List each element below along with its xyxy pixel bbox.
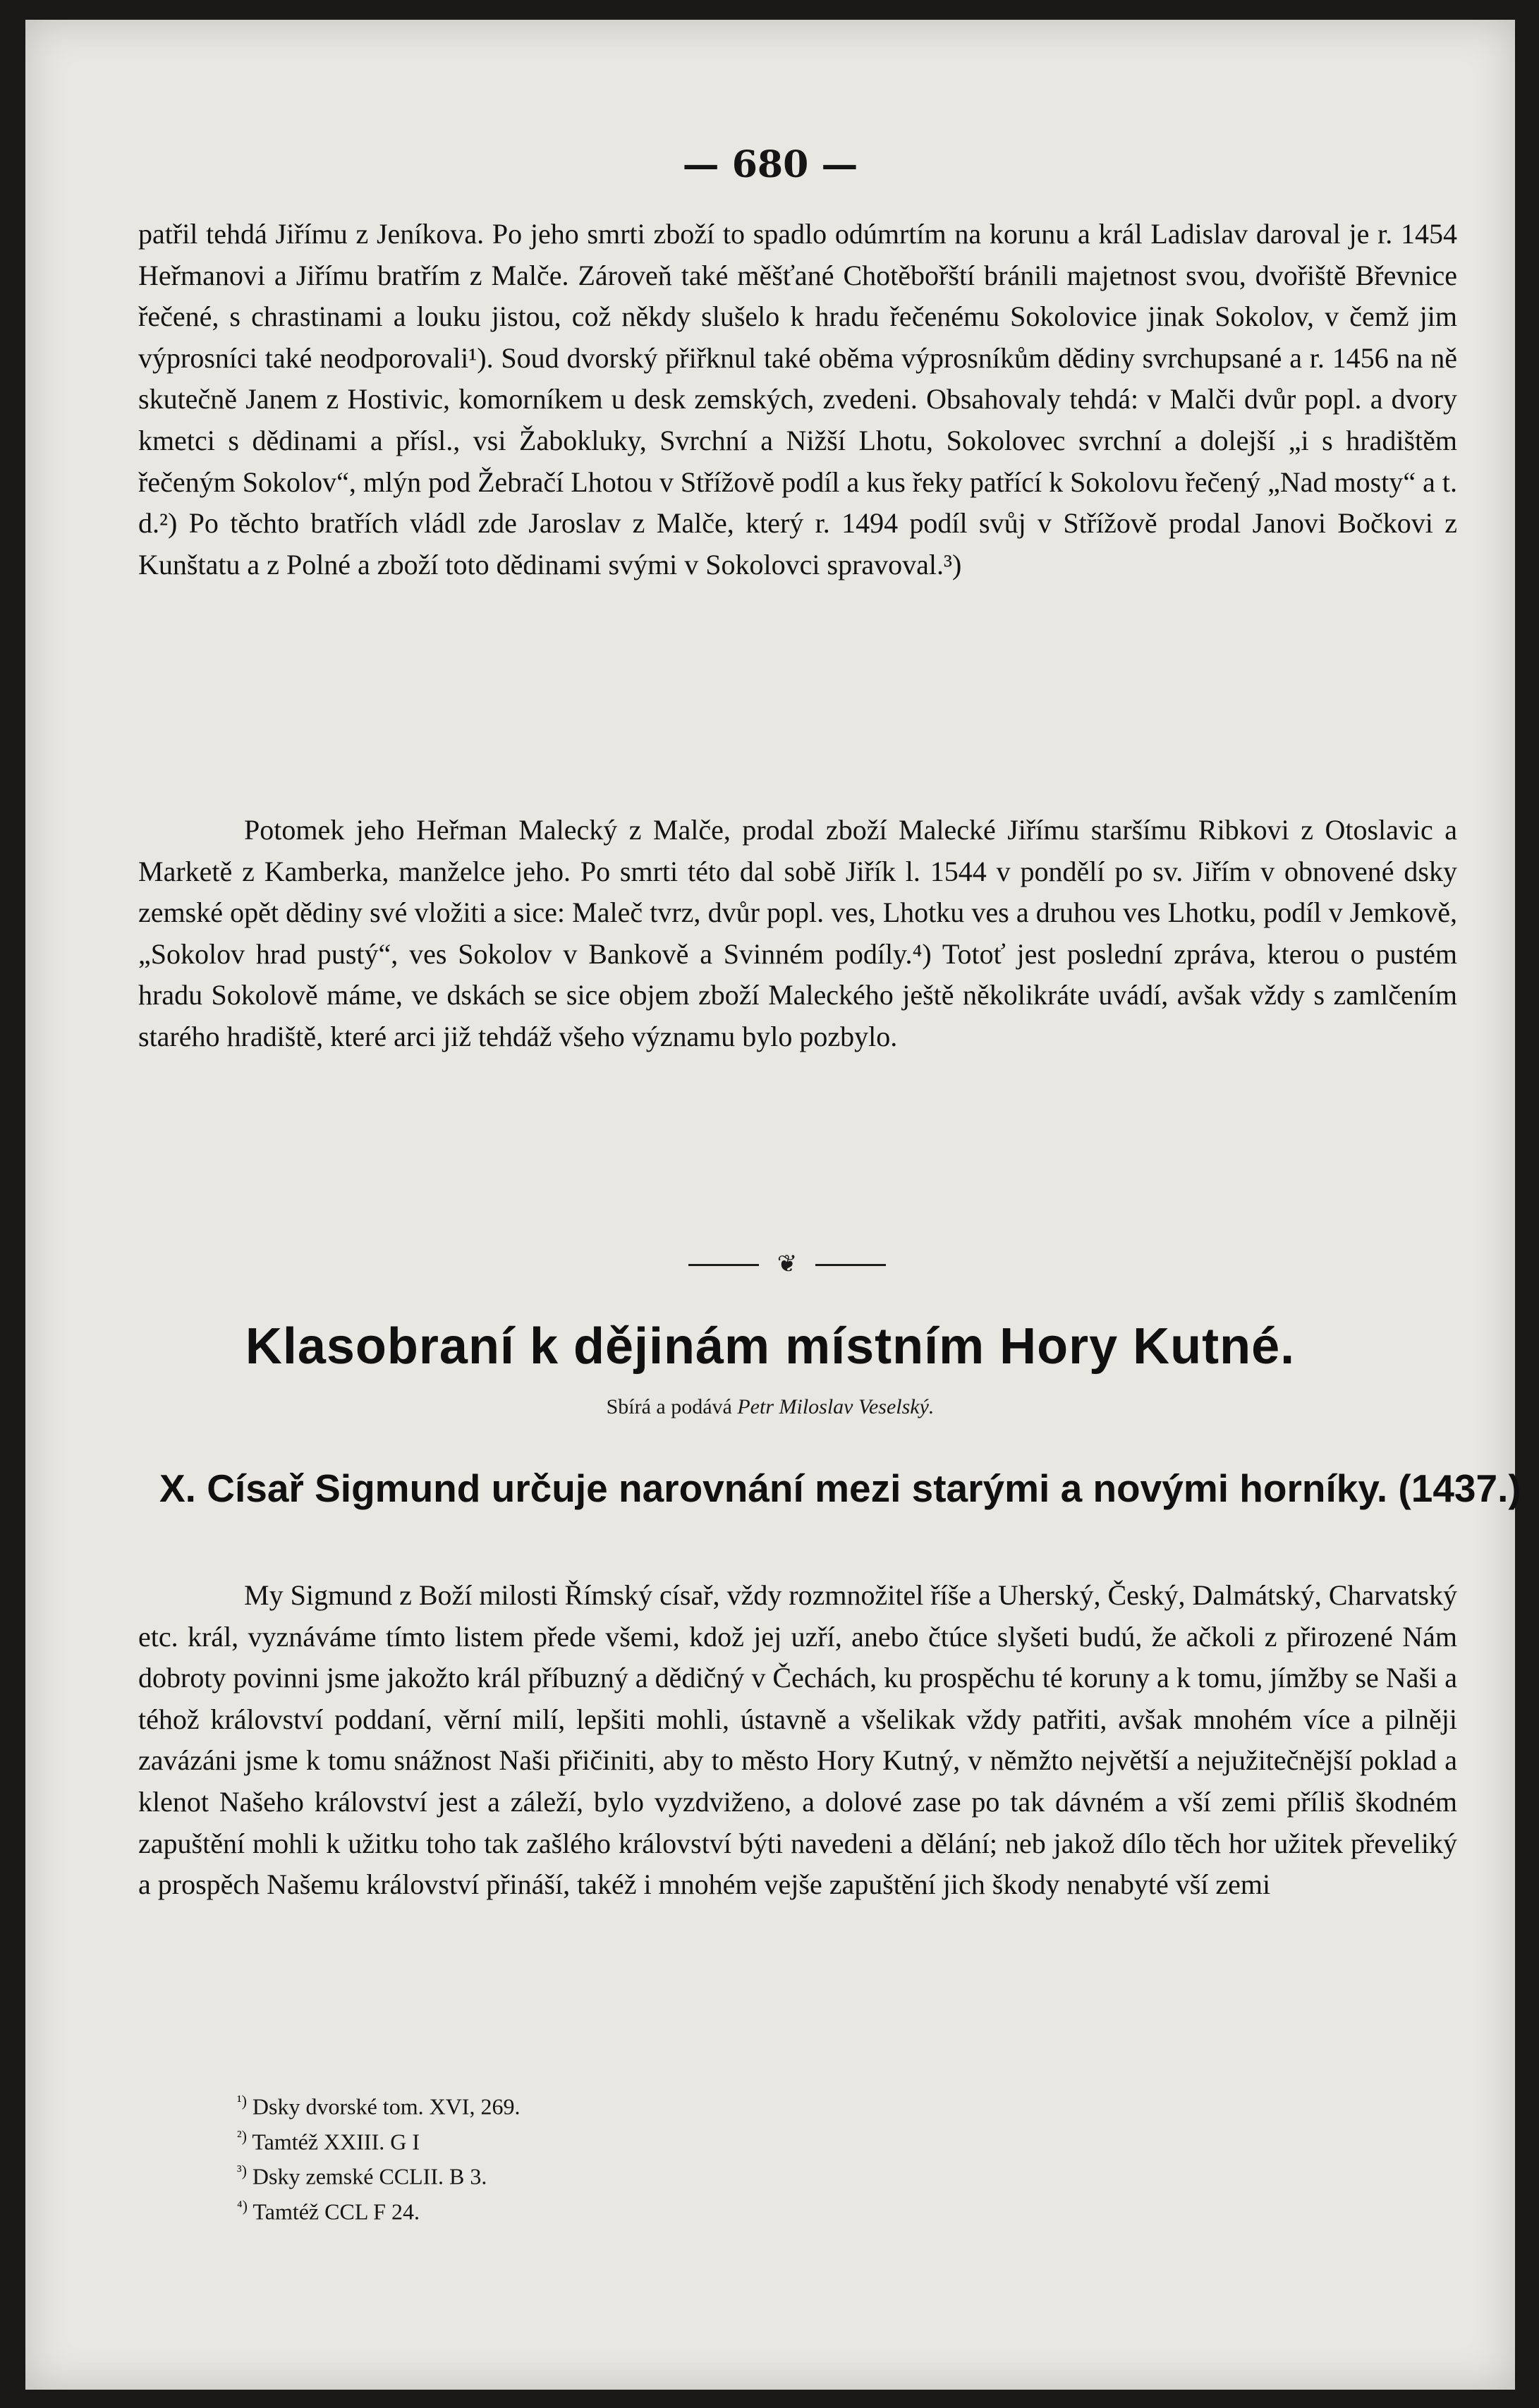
byline bbox=[25, 1395, 1515, 1419]
byline-author: Petr Miloslav Veselský. bbox=[737, 1395, 935, 1418]
paragraph-sigmund-charter: My Sigmund z Boží milosti Římský císař, vždy rozmnožitel říše a Uherský, Český, Dalmátský, Charvatský etc. král, vyznáváme tímto listem přede všemi, kdož jej uzří, anebo čtúce slyšeti budú, že ačkoli z přirozené Nám dobroty povinni jsme jakožto král příbuzný a dědičný v Čechách, ku prospěchu té koruny a k tomu, jímžby se Naši a téhož království poddaní, věrní milí, lepšiti mohli, ústavně a všelikak vždy patřiti, avšak mnohém více a pilněji zavázáni jsme k tomu snážnost Naši přičiniti, aby to město Hory Kutný, v němžto největší a nejužitečnější poklad a klenot Našeho království jest a záleží, bylo vyzdviženo, a dolové zase po tak dávném a vší zemi příliš škodném zapuštění mohli k užitku toho tak zašlého království býti navedeni a dělání; neb jakož dílo těch hor užitek převeliký a prospěch Našemu království přináší, takéž i mnohém vejše zapuštění jich škody nenabyté vší zemi bbox=[138, 1579, 1457, 1901]
divider-line-right bbox=[815, 1264, 886, 1266]
footnote-item bbox=[237, 2122, 520, 2157]
footnote-mark: ²) bbox=[237, 2127, 247, 2145]
paragraph-sokolov-history: patřil tehdá Jiřímu z Jeníkova. Po jeho smrti zboží to spadlo odúmrtím na korunu a král Ladislav daroval je r. 1454 Heřmanovi a Jiřímu bratřím z Malče. Zároveň také měšťané Chotěbořští bránili majetnost svou, dvořiště Břevnice řečené, s chrastinami a louku jistou, což někdy slušelo k hradu řečenému Sokolovice jinak Sokolov, v čemž jim výprosníci také neodporovali¹). Soud dvorský přiřknul také oběma výprosníkům dědiny svrchupsané a r. 1456 na ně skutečně Janem z Hostivic, komorníkem u desk zemských, zvedeni. Obsahovaly tehdá: v Malči dvůr popl. a dvory kmetci s dědinami a přísl., vsi Žabokluky, Svrchní a Nižší Lhotu, Sokolovec svrchní a dolejší „i s hradištěm řečeným Sokolov“, mlýn pod Žebračí Lhotou v Střížově podíl a kus řeky patřící k Sokolovu řečený „Nad mosty“ a t. d.²) Po těchto bratřích vládl zde Jaroslav z Malče, který r. 1494 podíl svůj v Střížově prodal Janovi Bočkovi z Kunštatu a z Polné a zboží toto dědinami svými v Sokolovci spravoval.³) bbox=[138, 218, 1457, 580]
footnote-item bbox=[237, 2191, 520, 2227]
divider-ornament-icon: ❦ bbox=[777, 1250, 798, 1278]
byline-prefix: Sbírá a podává bbox=[606, 1395, 732, 1418]
section-title: Klasobraní k dějinám místním Hory Kutné. bbox=[245, 1318, 1296, 1375]
footnotes-list bbox=[237, 2086, 520, 2227]
footnote-text: Dsky zemské CCLII. B 3. bbox=[252, 2163, 487, 2189]
paragraph-malecky-descendants: Potomek jeho Heřman Malecký z Malče, prodal zboží Malecké Jiřímu staršímu Ribkovi z Otoslavic a Marketě z Kamberka, manželce jeho. Po smrti této dal sobě Jiřík l. 1544 v pondělí po sv. Jiřím v obnovené dsky zemské opět dědiny své vložiti a sice: Maleč tvrz, dvůr popl. ves, Lhotku ves a druhou ves Lhotku, podíl v Jemkově, „Sokolov hrad pustý“, ves Sokolov v Bankově a Svinném podíly.⁴) Totoť jest poslední zpráva, kterou o pustém hradu Sokolově máme, ve dskách se sice objem zboží Maleckého ještě několikráte uvádí, avšak vždy s zamlčením starého hradiště, které arci již tehdáž všeho významu bylo pozbylo. bbox=[138, 814, 1457, 1052]
footnote-mark: ³) bbox=[237, 2162, 247, 2180]
footnote-text: Tamtéž XXIII. G I bbox=[252, 2129, 420, 2155]
footnote-item bbox=[237, 2156, 520, 2191]
divider-line-left bbox=[688, 1264, 759, 1266]
footnote-item bbox=[237, 2086, 520, 2122]
page-number: — 680 — bbox=[682, 143, 858, 186]
footnote-text: Tamtéž CCL F 24. bbox=[253, 2199, 420, 2225]
footnote-mark: ¹) bbox=[237, 2092, 247, 2110]
subsection-title: X. Císař Sigmund určuje narovnání mezi starými a novými horníky. (1437.) bbox=[159, 1466, 1521, 1510]
footnote-text: Dsky dvorské tom. XVI, 269. bbox=[252, 2093, 521, 2120]
scanned-page bbox=[25, 20, 1521, 2390]
section-divider bbox=[688, 1250, 886, 1278]
footnote-mark: ⁴) bbox=[237, 2196, 248, 2215]
